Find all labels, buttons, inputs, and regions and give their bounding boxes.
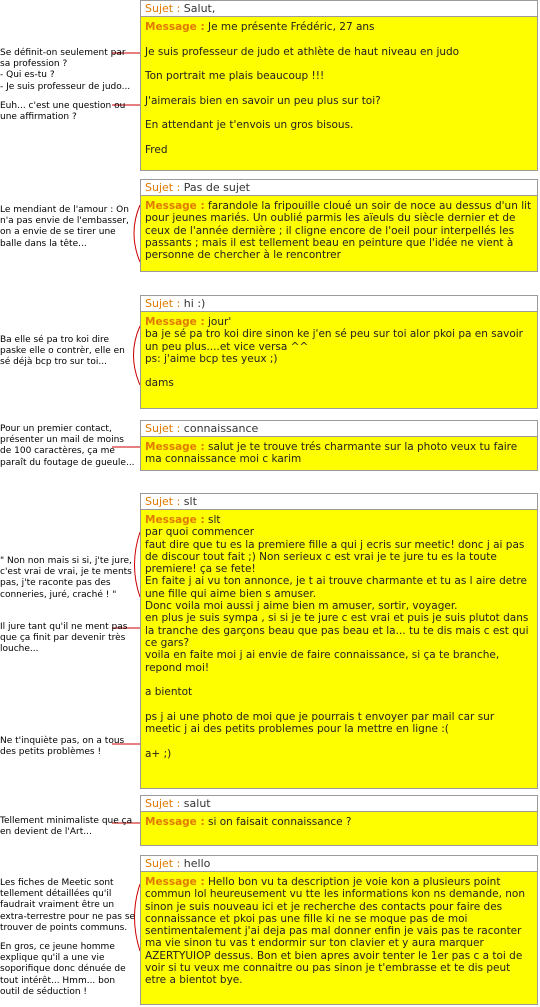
annotation-note: Il jure tant qu'il ne ment pas que ça finit par devenir très louche...	[0, 622, 131, 655]
message-subject	[141, 1, 537, 17]
subject-text: slt	[183, 495, 197, 508]
subject-text: connaissance	[183, 422, 259, 435]
subject-label: Sujet :	[145, 797, 181, 810]
annotation-note: Se définit-on seulement par sa profession ? - Qui es-tu ? - Je suis professeur de judo...	[0, 48, 131, 92]
message-card	[140, 420, 538, 471]
message-label: Message :	[145, 876, 205, 888]
message-subject	[141, 296, 537, 312]
annotation-note: Les fiches de Meetic sont tellement détaillées qu'il faudrait vraiment être un extra-terrestre pour ne pas se trouver de points communs.	[0, 878, 138, 933]
subject-text: salut	[183, 797, 211, 810]
message-label: Message :	[145, 441, 205, 453]
message-text: salut je te trouve trés charmante sur la photo veux tu faire ma connaissance moi c karim	[145, 441, 521, 466]
message-card	[140, 855, 538, 1005]
subject-text: Salut,	[183, 2, 216, 15]
subject-label: Sujet :	[145, 2, 181, 15]
annotation-note: En gros, ce jeune homme explique qu'il a une vie soporifique donc dénuée de tout intérêt... Hmm... bon outil de séduction !	[0, 942, 129, 997]
message-card	[140, 179, 538, 272]
annotation-note: Pour un premier contact, présenter un mail de moins de 100 caractères, ça me paraît du foutage de gueule...	[0, 424, 135, 468]
annotation-note: Ba elle sé pa tro koi dire paske elle o contrèr, elle en sé déjà bcp tro sur toi...	[0, 335, 128, 368]
message-body	[141, 510, 537, 762]
message-card	[140, 795, 538, 846]
subject-label: Sujet :	[145, 181, 181, 194]
subject-label: Sujet :	[145, 297, 181, 310]
message-body	[141, 312, 537, 392]
message-label: Message :	[145, 200, 205, 212]
subject-label: Sujet :	[145, 857, 181, 870]
annotation-note: Euh... c'est une question ou une affirmation ?	[0, 101, 129, 123]
message-card	[140, 0, 538, 171]
message-label: Message :	[145, 514, 205, 526]
message-subject	[141, 796, 537, 812]
message-text: Hello bon vu ta description je voie kon a plusieurs point commun lol heureusement vu tte les informations kon ns demande, non sinon je suis nouveau ici et je recherche des contacts pour faire des connaissance et pkoi pas une fille ki ne se moque pas de moi sentimentalement j'ai deja pas mal donner enfin je vais pas te raconter ma vie sinon tu vas t endormir sur ton clavier et y aura marquer AZERTYUIOP dessus. Bon et bien apres avoir tenter le 1er pas c a toi de voir si tu veux me connaitre ou pas sinon je t'embrasse et te dis peut etre a bientot bye.	[145, 876, 529, 987]
subject-label: Sujet :	[145, 495, 181, 508]
message-card	[140, 493, 538, 789]
subject-text: hi :)	[183, 297, 206, 310]
annotation-note: Ne t'inquiète pas, on a tous des petits problèmes !	[0, 736, 128, 758]
message-body	[141, 437, 537, 468]
message-subject	[141, 421, 537, 437]
message-text: Je me présente Frédéric, 27 ans Je suis professeur de judo et athlète de haut niveau en judo Ton portrait me plais beaucoup !!! J'aimerais bien en savoir un peu plus sur toi? En attendant je t'envois un gros bisous. Fred	[145, 21, 460, 156]
message-text: slt par quoi commencer faut dire que tu es la premiere fille a qui j ecris sur meetic! donc j ai pas de discour tout fait ;) Non serieux c est vrai je te jure tu es la toute premiere! ça se fete! En faite j ai vu ton annonce, je t ai trouve charmante et tu as l aire detre une fille qui aime bien s amuser. Donc voila moi aussi j aime bien m amuser, sortir, voyager. en plus je suis sympa , si si je te jure c est vrai et puis je suis plutot dans la tranche des garçons beau que pas beau et la... tu te dis mais c est qui ce gars? voila en faite moi j ai envie de faire connaissance, si ça te branche, repond moi! a bientot ps j ai une photo de moi que je pourrais t envoyer par mail car sur meetic j ai des petits problemes pour la mettre en ligne :( a+ ;)	[145, 514, 529, 760]
message-subject	[141, 856, 537, 872]
annotation-note: Tellement minimaliste que ça en devient de l'Art...	[0, 816, 135, 838]
annotation-note: " Non non mais si si, j'te jure, c'est vrai de vrai, je te ments pas, j'te raconte pas des conneries, juré, craché ! "	[0, 556, 135, 600]
message-subject	[141, 494, 537, 510]
message-body	[141, 872, 537, 989]
subject-text: hello	[183, 857, 211, 870]
message-text: farandole la fripouille cloué un soir de noce au dessus d'un lit pour jeunes mariés. Un oublié parmis les aïeuls du siècle dernier et de ceux de l'année dernière ; il cligne encore de l'oeil pour interpellés les passants ; mais il est tellement beau en peinture que l'idée ne vient à personne de chercher à le rencontrer	[145, 200, 535, 262]
message-subject	[141, 180, 537, 196]
subject-text: Pas de sujet	[183, 181, 250, 194]
message-label: Message :	[145, 21, 205, 33]
message-card	[140, 295, 538, 409]
message-text: si on faisait connaissance ?	[208, 816, 352, 828]
message-body	[141, 196, 537, 263]
subject-label: Sujet :	[145, 422, 181, 435]
message-body	[141, 812, 537, 830]
message-label: Message :	[145, 816, 205, 828]
annotation-note: Le mendiant de l'amour : On n'a pas envie de l'embasser, on a envie de se tirer une balle dans la tête...	[0, 205, 132, 249]
message-text: jour' ba je sé pa tro koi dire sinon ke j'en sé peu sur toi alor pkoi pa en savoir un peu plus....et vice versa ^^ ps: j'aime bcp tes yeux ;) dams	[145, 316, 523, 390]
message-label: Message :	[145, 316, 205, 328]
message-body	[141, 17, 537, 158]
